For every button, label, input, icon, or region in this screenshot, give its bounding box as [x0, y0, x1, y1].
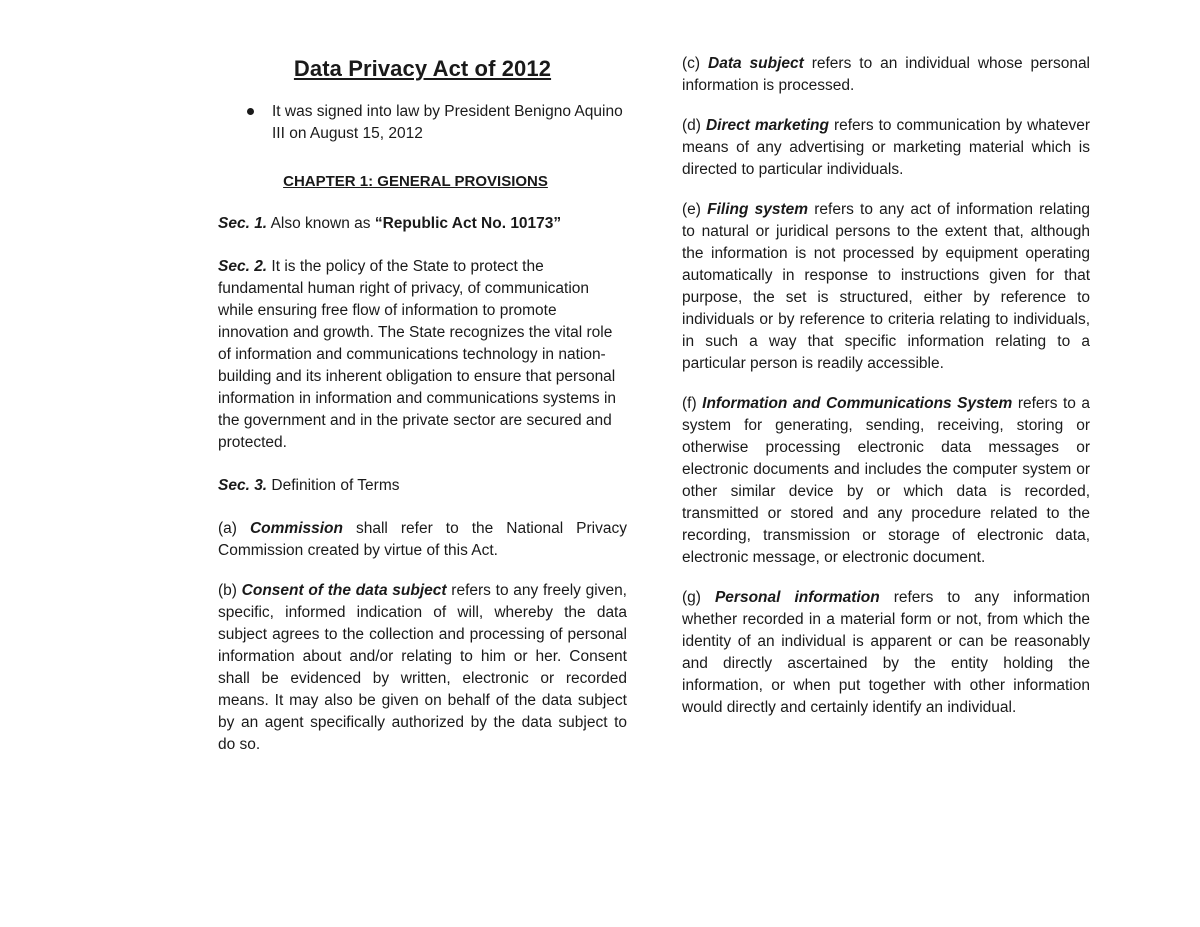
definition-direct-marketing: [682, 115, 1090, 181]
section-2: [218, 256, 627, 454]
section-label: Sec. 3.: [218, 477, 268, 494]
section-label: Sec. 2.: [218, 258, 268, 275]
bullet-icon: [247, 108, 254, 115]
republic-act-number: “Republic Act No. 10173”: [374, 215, 562, 232]
section-3: [218, 475, 627, 497]
definition-consent: [218, 580, 627, 756]
definition-text: refers to a system for generating, sending, receiving, storing or otherwise processing electronic data messages or electronic documents and includes the computer system or other similar device by or which data is recorded, transmitted or stored and any procedure related to the recording, transmission or storage of electronic data, electronic message, or electronic document.: [682, 395, 1090, 566]
right-column: [682, 53, 1090, 719]
definition-ics: [682, 393, 1090, 569]
definition-prefix: (b): [218, 582, 242, 599]
definition-text: refers to any freely given, specific, informed indication of will, whereby the data subject agrees to the collection and processing of personal information about and/or relating to him or her. Consent shall be evidenced by written, electronic or recorded means. It may also be given on behalf of the data subject by an agent specifically authorized by the data subject to do so.: [218, 582, 627, 753]
definition-commission: [218, 518, 627, 562]
definition-term: Commission: [249, 520, 343, 537]
definition-term: Consent of the data subject: [241, 582, 447, 599]
definition-text: refers to any act of information relating to natural or juridical persons to the extent that, although the information is not processed by equipment operating automatically in response to instructions given for that purpose, the set is structured, either by reference to individuals or by reference to criteria relating to individuals, in such a way that specific information relating to a particular person is readily accessible.: [682, 201, 1090, 372]
chapter-heading: CHAPTER 1: GENERAL PROVISIONS: [283, 173, 548, 190]
bullet-list: [218, 101, 627, 145]
section-1: [218, 213, 627, 235]
document-title: Data Privacy Act of 2012: [293, 56, 552, 81]
bullet-text: It was signed into law by President Benigno Aquino III on August 15, 2012: [272, 103, 623, 142]
definition-prefix: (a): [218, 520, 250, 537]
definition-term: Personal information: [714, 589, 880, 606]
left-column: [218, 52, 627, 756]
section-text: Definition of Terms: [267, 477, 400, 494]
definition-text: refers to an individual whose personal information is processed.: [682, 55, 1091, 94]
definition-text: shall refer to the National Privacy Commission created by virtue of this Act.: [218, 520, 627, 559]
definition-prefix: (c): [682, 55, 708, 72]
definition-prefix: (e): [682, 201, 708, 218]
definition-term: Direct marketing: [705, 117, 829, 134]
definition-text: refers to communication by whatever means of any advertising or marketing material which is directed to particular individuals.: [682, 117, 1090, 178]
definition-text: refers to any information whether recorded in a material form or not, from which the identity of an individual is apparent or can be reasonably and directly ascertained by the entity holding the information, or when put together with other information would directly and certainly identify an individual.: [682, 589, 1090, 716]
definition-term: Filing system: [707, 201, 809, 218]
definition-term: Information and Communications System: [702, 395, 1013, 412]
definition-prefix: (g): [682, 589, 715, 606]
definition-prefix: (f): [682, 395, 703, 412]
definition-personal-information: [682, 587, 1090, 719]
definition-data-subject: [682, 53, 1090, 97]
definition-filing-system: [682, 199, 1090, 375]
definition-prefix: (d): [682, 117, 706, 134]
section-label: Sec. 1.: [218, 215, 268, 232]
definition-term: Data subject: [708, 55, 804, 72]
section-text: It is the policy of the State to protect the fundamental human right of privacy, of communication while ensuring free flow of information to promote innovation and growth. The State recognizes the vital role of information and communications technology in nation-building and its inherent obligation to ensure that personal information in information and communications systems in the government and in the private sector are secured and protected.: [218, 258, 617, 451]
list-item: [272, 101, 627, 145]
section-text: Also known as: [267, 215, 375, 232]
